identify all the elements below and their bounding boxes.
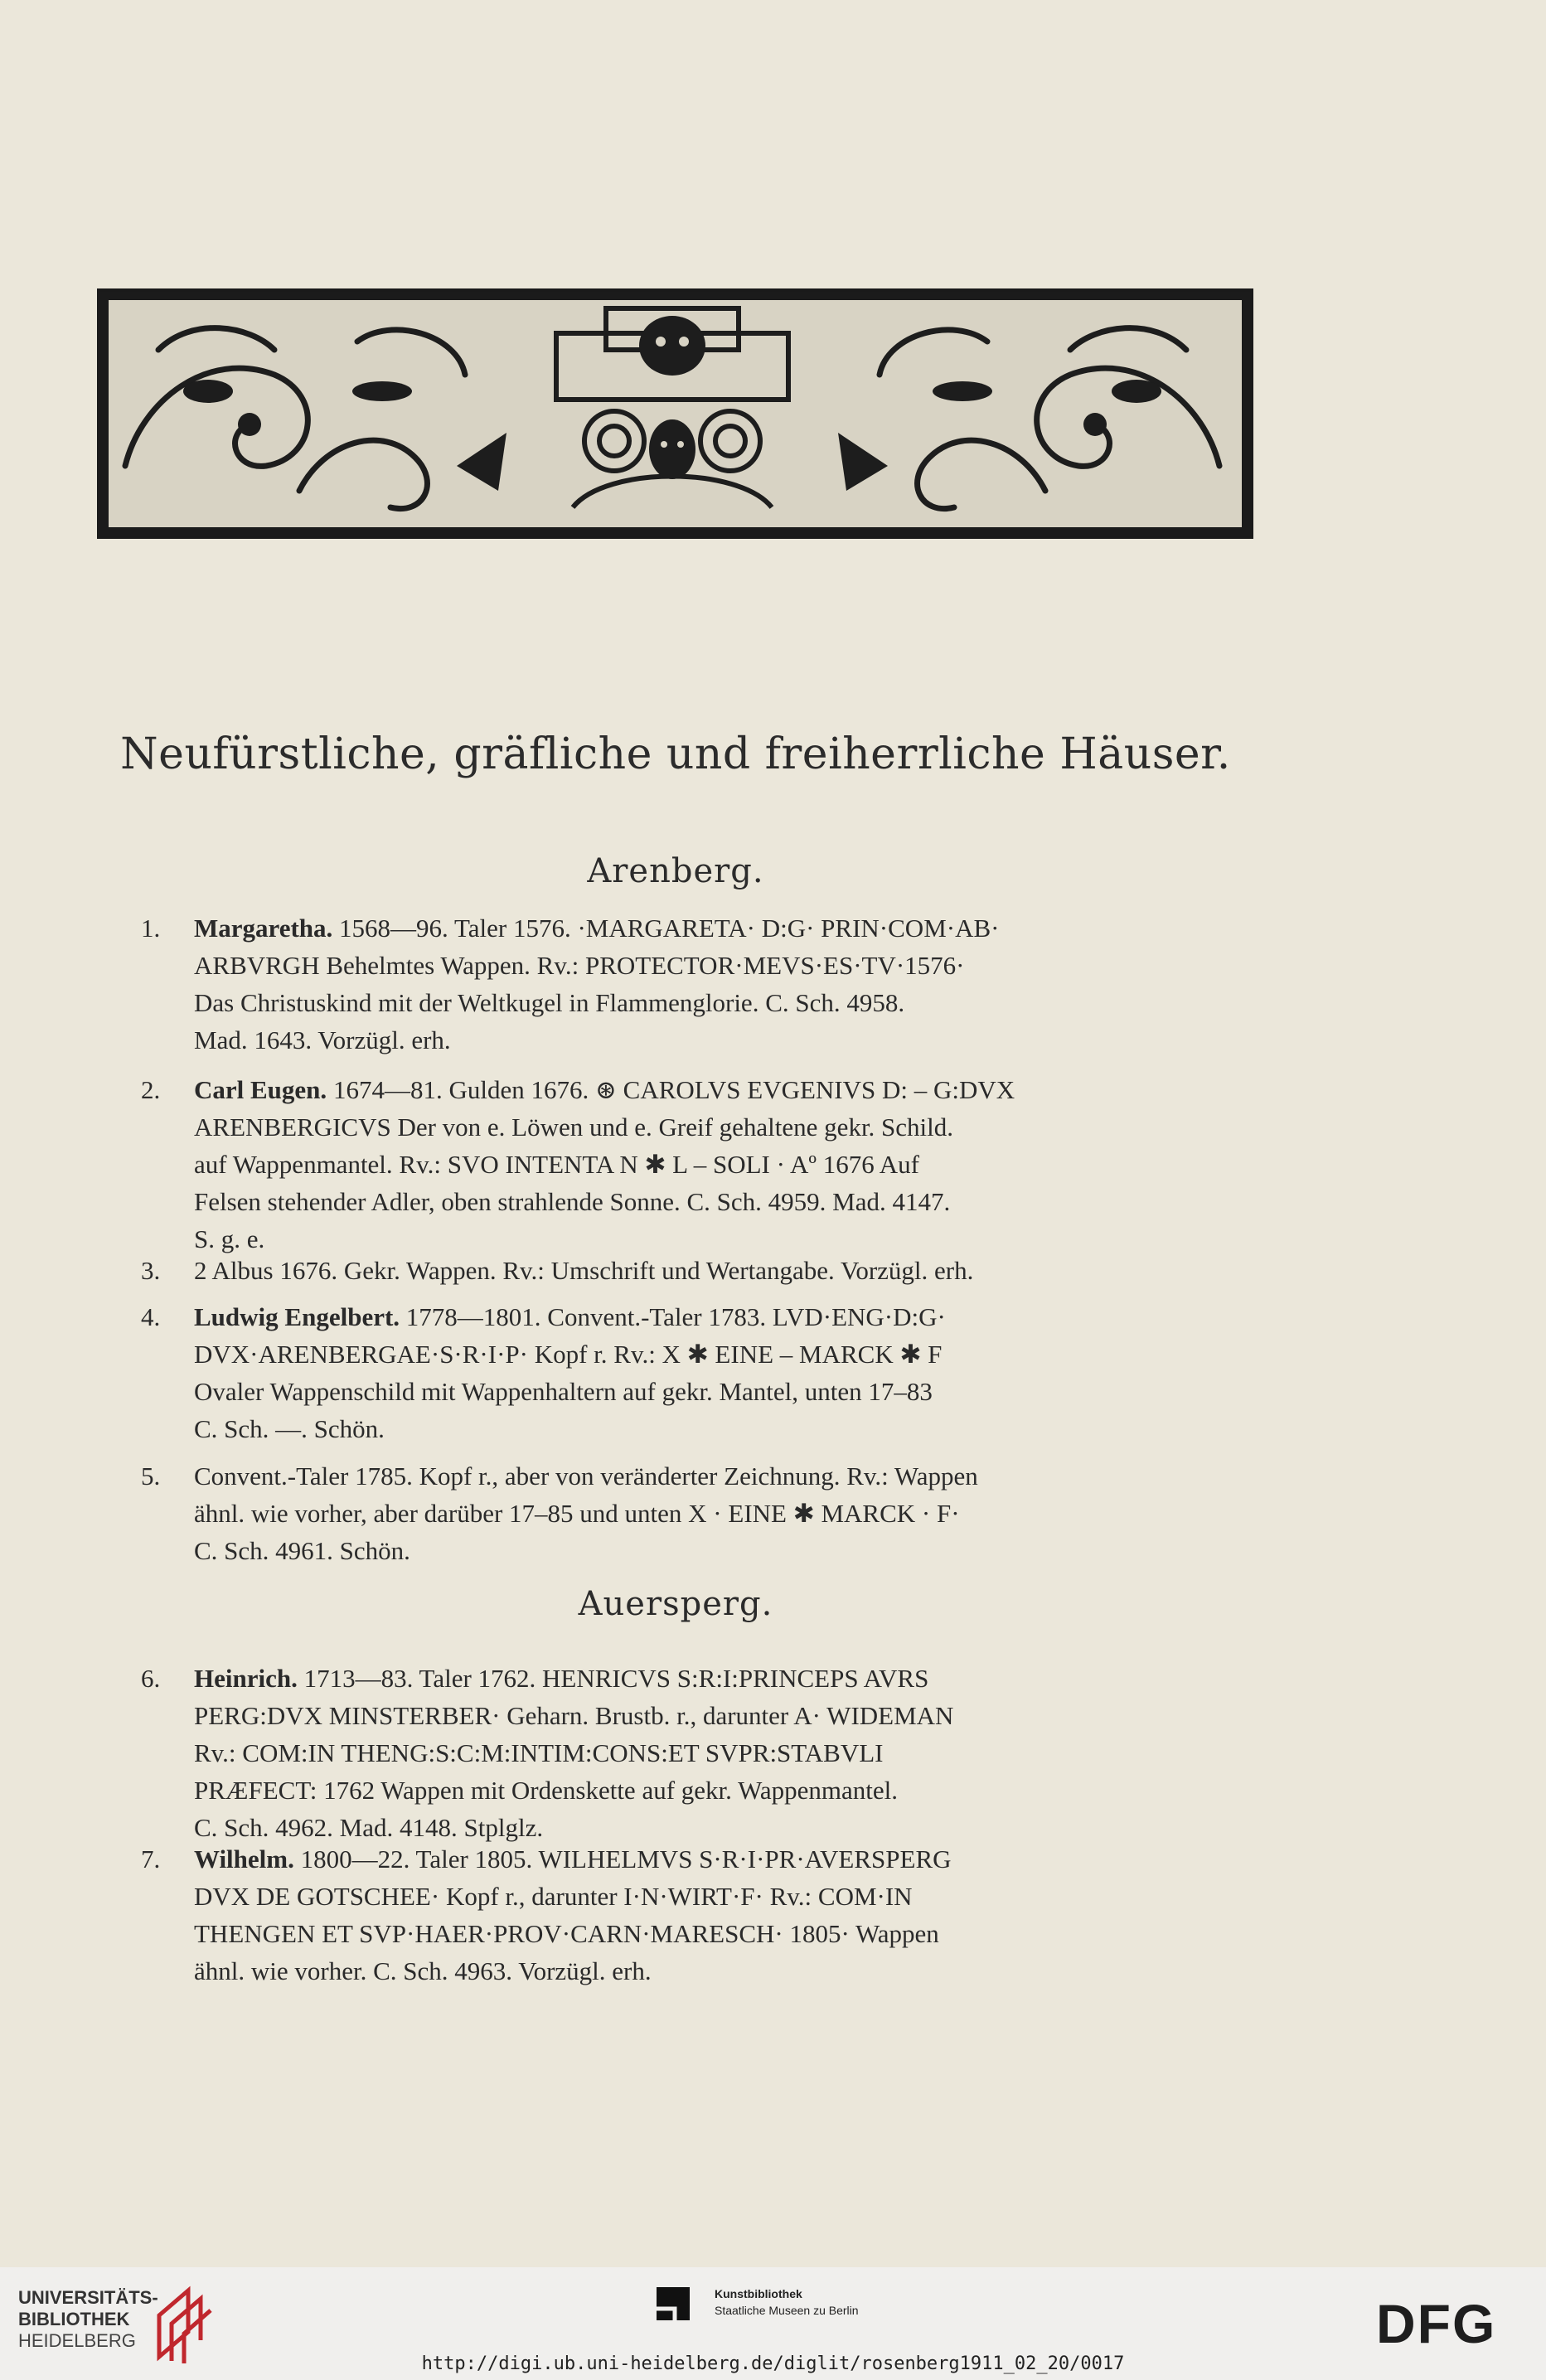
section-heading-arenberg: Arenberg.	[587, 852, 764, 890]
kunstbibliothek-logo-icon	[657, 2287, 690, 2320]
entry-line: C. Sch. —. Schön.	[194, 1414, 385, 1443]
catalog-entry	[141, 1071, 1224, 1258]
dfg-logo[interactable]: DFG	[1376, 2293, 1497, 2354]
ub-logo-line: HEIDELBERG	[18, 2330, 136, 2351]
entry-name: Wilhelm.	[194, 1844, 294, 1873]
entry-line: THENGEN ET SVP·HAER·PROV·CARN·MARESCH· 1805· Wappen	[194, 1919, 939, 1948]
entry-line: ähnl. wie vorher. C. Sch. 4963. Vorzügl. erh.	[194, 1956, 652, 1985]
entry-line: C. Sch. 4961. Schön.	[194, 1536, 410, 1565]
section-heading-auersperg: Auersperg.	[578, 1585, 773, 1623]
entry-line: S. g. e.	[194, 1224, 265, 1253]
kb-line: Staatliche Museen zu Berlin	[715, 2304, 859, 2317]
entry-line: Convent.-Taler 1785. Kopf r., aber von veränderter Zeichnung. Rv.: Wappen	[194, 1461, 978, 1491]
kb-line: Kunstbibliothek	[715, 2287, 802, 2300]
entry-line: 1800—22. Taler 1805. WILHELMVS S·R·I·PR·AVERSPERG	[300, 1844, 952, 1873]
footer-bar	[0, 2267, 1546, 2380]
catalog-entry	[141, 1840, 1224, 1990]
entry-line: 1674—81. Gulden 1676. ⊛ CAROLVS EVGENIVS D: – G:DVX	[332, 1075, 1015, 1104]
ornamental-header	[97, 288, 1253, 539]
ub-heidelberg-logo[interactable]	[18, 2287, 158, 2352]
permalink-url[interactable]: http://digi.ub.uni-heidelberg.de/diglit/rosenberg1911_02_20/0017	[421, 2353, 1125, 2374]
entry-line: auf Wappenmantel. Rv.: SVO INTENTA N ✱ L – SOLI · Aº 1676 Auf	[194, 1150, 919, 1179]
entry-line: 1778—1801. Convent.-Taler 1783. LVD·ENG·D:G·	[405, 1302, 946, 1331]
ub-logo-line: UNIVERSITÄTS-	[18, 2287, 158, 2308]
kunstbibliothek-label	[715, 2285, 859, 2319]
entry-line: ARBVRGH Behelmtes Wappen. Rv.: PROTECTOR·MEVS·ES·TV·1576·	[194, 951, 965, 980]
catalog-entry	[141, 1298, 1224, 1447]
entry-line: DVX·ARENBERGAE·S·R·I·P· Kopf r. Rv.: X ✱ EINE – MARCK ✱ F	[194, 1340, 943, 1369]
entry-number: 6.	[141, 1664, 161, 1693]
entry-line: 1713—83. Taler 1762. HENRICVS S:R:I:PRINCEPS AVRS	[303, 1664, 929, 1693]
entry-line: Mad. 1643. Vorzügl. erh.	[194, 1025, 451, 1054]
entry-name: Heinrich.	[194, 1664, 298, 1693]
page-title: Neufürstliche, gräfliche und freiherrliche Häuser.	[120, 730, 1231, 779]
entry-line: ARENBERGICVS Der von e. Löwen und e. Greif gehaltene gekr. Schild.	[194, 1112, 954, 1142]
entry-line: PERG:DVX MINSTERBER· Geharn. Brustb. r., darunter A· WIDEMAN	[194, 1701, 954, 1730]
entry-line: Felsen stehender Adler, oben strahlende Sonne. C. Sch. 4959. Mad. 4147.	[194, 1187, 951, 1216]
catalog-entry	[141, 1457, 1224, 1569]
entry-number: 2.	[141, 1075, 161, 1104]
entry-line: Ovaler Wappenschild mit Wappenhaltern auf gekr. Mantel, unten 17–83	[194, 1377, 933, 1406]
ornamental-vignette-icon	[109, 300, 1242, 527]
entry-number: 1.	[141, 914, 161, 943]
entry-number: 4.	[141, 1302, 161, 1331]
entry-name: Carl Eugen.	[194, 1075, 327, 1104]
entry-name: Margaretha.	[194, 914, 333, 943]
catalog-entry	[141, 909, 1224, 1059]
entry-number: 5.	[141, 1461, 161, 1491]
entry-line: Rv.: COM:IN THENG:S:C:M:INTIM:CONS:ET SVPR:STABVLI	[194, 1738, 884, 1767]
entry-line: 2 Albus 1676. Gekr. Wappen. Rv.: Umschrift und Wertangabe. Vorzügl. erh.	[194, 1256, 974, 1285]
ub-logo-line: BIBLIOTHEK	[18, 2309, 130, 2329]
catalog-entry	[141, 1252, 1224, 1289]
entry-line: ähnl. wie vorher, aber darüber 17–85 und unten X · EINE ✱ MARCK · F·	[194, 1499, 960, 1528]
entry-line: 1568—96. Taler 1576. ·MARGARETA· D:G· PRIN·COM·AB·	[339, 914, 1000, 943]
entry-name: Ludwig Engelbert.	[194, 1302, 400, 1331]
catalog-entry	[141, 1660, 1224, 1846]
entry-line: Das Christuskind mit der Weltkugel in Flammenglorie. C. Sch. 4958.	[194, 988, 905, 1017]
entry-line: C. Sch. 4962. Mad. 4148. Stplglz.	[194, 1813, 544, 1842]
entry-number: 3.	[141, 1256, 161, 1285]
entry-line: DVX DE GOTSCHEE· Kopf r., darunter I·N·WIRT·F· Rv.: COM·IN	[194, 1882, 913, 1911]
ub-logo-mark-icon	[151, 2282, 217, 2365]
entry-line: PRÆFECT: 1762 Wappen mit Ordenskette auf gekr. Wappenmantel.	[194, 1776, 898, 1805]
entry-number: 7.	[141, 1844, 161, 1873]
